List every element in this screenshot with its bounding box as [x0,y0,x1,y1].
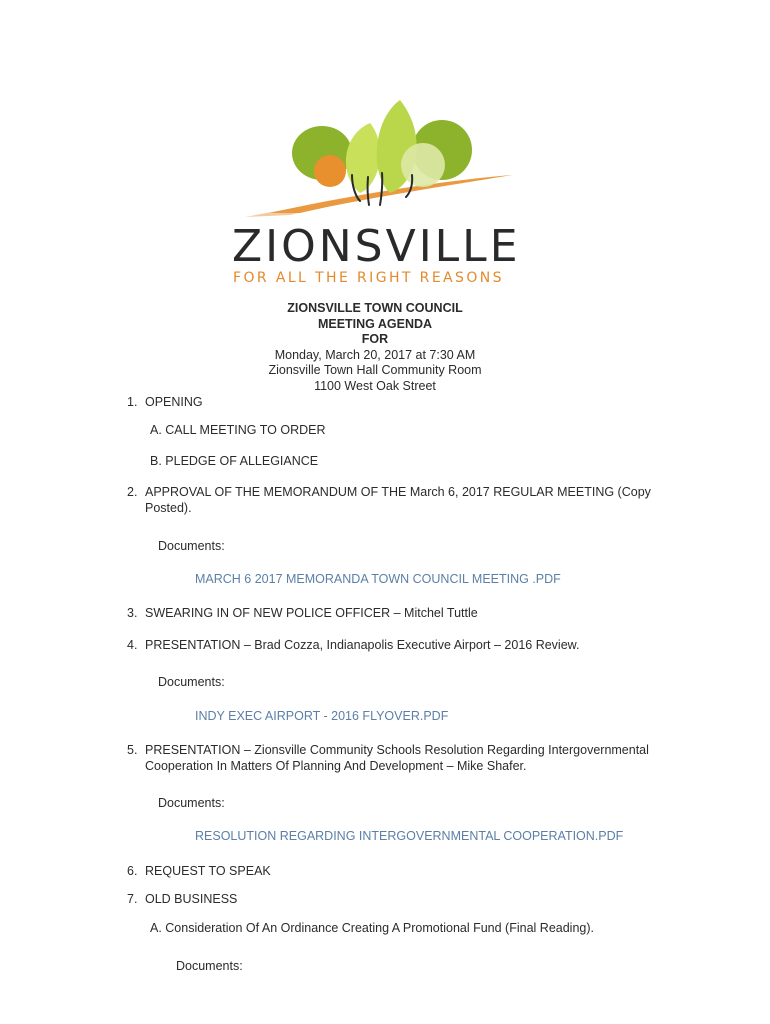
agenda-title: MEETING AGENDA [317,316,433,331]
item-number: 6. [127,864,138,878]
item-text: PRESENTATION – Zionsville Community Schools Resolution Regarding Intergovernmental [145,743,649,757]
agenda-item-2-cont: Posted). [145,501,192,515]
documents-label: Documents: [176,959,243,973]
agenda-for: FOR [361,332,389,346]
meeting-date: Monday, March 20, 2017 at 7:30 AM [274,347,476,362]
documents-label: Documents: [158,539,225,553]
item-number: 5. [127,743,138,757]
item-number: 4. [127,638,138,652]
meeting-location: Zionsville Town Hall Community Room [268,363,482,377]
item-text: OLD BUSINESS [145,892,238,906]
org-name: ZIONSVILLE TOWN COUNCIL [287,301,463,315]
item-text: REQUEST TO SPEAK [145,864,271,878]
item-number: 7. [127,892,138,906]
item-text: PRESENTATION – Brad Cozza, Indianapolis Executive Airport – 2016 Review. [145,638,580,652]
item-text: SWEARING IN OF NEW POLICE OFFICER – Mitchel Tuttle [145,606,478,620]
logo-wordmark: ZIONSVILLE [232,221,521,272]
agenda-item-5-cont: Cooperation In Matters Of Planning And Development – Mike Shafer. [145,759,527,773]
agenda-item-7a: A. Consideration Of An Ordinance Creating A Promotional Fund (Final Reading). [150,921,594,935]
item-text: OPENING [145,395,203,409]
documents-label: Documents: [158,796,225,810]
meeting-address: 1100 West Oak Street [314,378,436,393]
logo-tagline: FOR ALL THE RIGHT REASONS [233,270,504,286]
agenda-item-1b: B. PLEDGE OF ALLEGIANCE [150,454,319,468]
item-text: APPROVAL OF THE MEMORANDUM OF THE March 6, 2017 REGULAR MEETING (Copy [145,485,651,499]
document-link[interactable]: MARCH 6 2017 MEMORANDA TOWN COUNCIL MEETING .PDF [195,572,561,586]
documents-label: Documents: [158,675,225,689]
item-number: 2. [127,485,138,499]
document-link[interactable]: RESOLUTION REGARDING INTERGOVERNMENTAL COOPERATION.PDF [195,829,624,843]
item-number: 1. [127,395,138,409]
document-link[interactable]: INDY EXEC AIRPORT - 2016 FLYOVER.PDF [195,709,449,723]
item-number: 3. [127,606,138,620]
agenda-item-1a: A. CALL MEETING TO ORDER [150,423,326,437]
